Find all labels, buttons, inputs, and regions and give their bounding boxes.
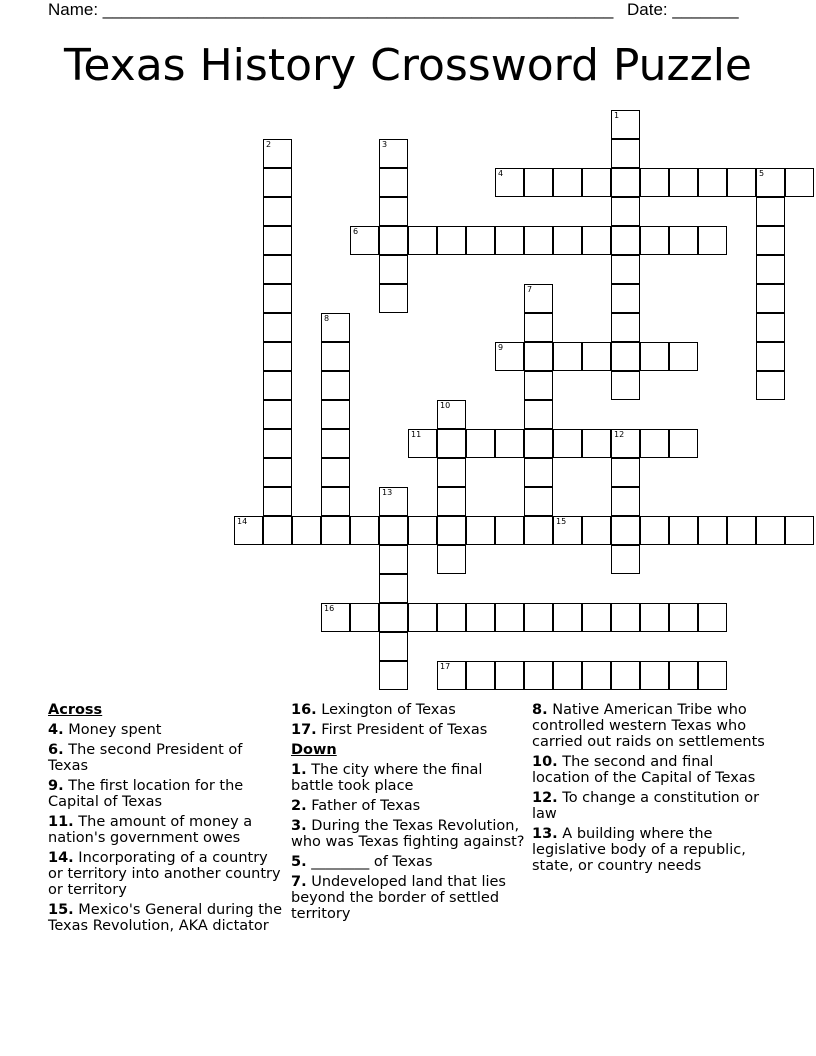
cell-number: 17 — [440, 662, 451, 671]
grid-cell[interactable] — [582, 226, 611, 255]
clue-number: 16. — [291, 702, 317, 718]
cell-number: 4 — [498, 169, 504, 178]
grid-cell[interactable] — [524, 226, 553, 255]
grid-cell[interactable] — [524, 400, 553, 429]
clue — [291, 798, 527, 814]
grid-cell[interactable] — [611, 661, 640, 690]
grid-cell[interactable] — [495, 661, 524, 690]
grid-cell[interactable] — [669, 516, 698, 545]
clue-text: Mexico's General during the Texas Revolution, AKA dictator — [48, 902, 283, 934]
cell-number: 1 — [614, 111, 620, 120]
grid-cell[interactable] — [611, 168, 640, 197]
grid-cell[interactable] — [379, 255, 408, 284]
clue-text: The second and final location of the Capital of Texas — [532, 754, 756, 786]
grid-cell[interactable] — [553, 661, 582, 690]
grid-cell[interactable] — [379, 139, 408, 168]
grid-cell[interactable] — [611, 313, 640, 342]
grid-cell[interactable] — [524, 603, 553, 632]
grid-cell[interactable] — [263, 342, 292, 371]
grid-cell[interactable] — [408, 603, 437, 632]
grid-cell[interactable] — [611, 516, 640, 545]
grid-cell[interactable] — [379, 197, 408, 226]
grid-cell[interactable] — [495, 226, 524, 255]
grid-cell[interactable] — [321, 342, 350, 371]
cell-number: 5 — [759, 169, 765, 178]
grid-cell[interactable] — [524, 313, 553, 342]
grid-cell[interactable] — [263, 429, 292, 458]
clues-column-2 — [291, 702, 527, 926]
clue-text: To change a constitution or law — [532, 790, 760, 822]
grid-cell[interactable] — [785, 516, 814, 545]
grid-cell[interactable] — [640, 226, 669, 255]
grid-cell[interactable] — [408, 226, 437, 255]
grid-cell[interactable] — [524, 516, 553, 545]
clues-column-1 — [48, 702, 284, 938]
grid-cell[interactable] — [466, 226, 495, 255]
clue-text: Money spent — [63, 722, 162, 738]
grid-cell[interactable] — [611, 342, 640, 371]
cell-number: 10 — [440, 401, 451, 410]
clue — [291, 702, 527, 718]
grid-cell[interactable] — [321, 487, 350, 516]
grid-cell[interactable] — [321, 603, 350, 632]
grid-cell[interactable] — [379, 516, 408, 545]
grid-cell[interactable] — [669, 168, 698, 197]
grid-cell[interactable] — [234, 516, 263, 545]
clue — [532, 754, 768, 786]
grid-cell[interactable] — [350, 226, 379, 255]
clue — [532, 790, 768, 822]
grid-cell[interactable] — [669, 342, 698, 371]
grid-cell[interactable] — [495, 516, 524, 545]
grid-cell[interactable] — [698, 168, 727, 197]
grid-cell[interactable] — [408, 516, 437, 545]
grid-cell[interactable] — [524, 458, 553, 487]
grid-cell[interactable] — [582, 516, 611, 545]
grid-cell[interactable] — [524, 284, 553, 313]
grid-cell[interactable] — [263, 371, 292, 400]
clue — [291, 874, 527, 922]
grid-cell[interactable] — [263, 255, 292, 284]
grid-cell[interactable] — [263, 400, 292, 429]
grid-cell[interactable] — [263, 197, 292, 226]
grid-cell[interactable] — [611, 226, 640, 255]
clue — [48, 778, 284, 810]
clue-number: 10. — [532, 754, 558, 770]
clue-text: Native American Tribe who controlled western Texas who carried out raids on settlements — [532, 702, 765, 750]
grid-cell[interactable] — [669, 429, 698, 458]
clue-text: First President of Texas — [316, 722, 488, 738]
grid-cell[interactable] — [553, 429, 582, 458]
grid-cell[interactable] — [640, 168, 669, 197]
clue — [532, 826, 768, 874]
grid-cell[interactable] — [524, 371, 553, 400]
grid-cell[interactable] — [611, 487, 640, 516]
grid-cell[interactable] — [611, 284, 640, 313]
grid-cell[interactable] — [582, 342, 611, 371]
grid-cell[interactable] — [524, 487, 553, 516]
cell-number: 15 — [556, 517, 567, 526]
grid-cell[interactable] — [524, 168, 553, 197]
grid-cell[interactable] — [321, 516, 350, 545]
grid-cell[interactable] — [669, 661, 698, 690]
cell-number: 6 — [353, 227, 359, 236]
grid-cell[interactable] — [350, 603, 379, 632]
grid-cell[interactable] — [495, 168, 524, 197]
grid-cell[interactable] — [437, 226, 466, 255]
grid-cell[interactable] — [292, 516, 321, 545]
cell-number: 13 — [382, 488, 393, 497]
grid-cell[interactable] — [379, 603, 408, 632]
grid-cell[interactable] — [379, 545, 408, 574]
grid-cell[interactable] — [263, 284, 292, 313]
grid-cell[interactable] — [698, 516, 727, 545]
clue — [48, 902, 284, 934]
grid-cell[interactable] — [379, 284, 408, 313]
grid-cell[interactable] — [379, 487, 408, 516]
grid-cell[interactable] — [611, 545, 640, 574]
clue-number: 17. — [291, 722, 317, 738]
grid-cell[interactable] — [698, 661, 727, 690]
grid-cell[interactable] — [437, 400, 466, 429]
clue-text: Lexington of Texas — [316, 702, 456, 718]
grid-cell[interactable] — [756, 342, 785, 371]
grid-cell[interactable] — [437, 661, 466, 690]
page-title: Texas History Crossword Puzzle — [63, 40, 752, 91]
name-field: Name: ______________________________________________________ — [48, 0, 614, 19]
cell-number: 12 — [614, 430, 625, 439]
cell-number: 9 — [498, 343, 504, 352]
grid-cell[interactable] — [263, 487, 292, 516]
grid-cell[interactable] — [379, 661, 408, 690]
grid-cell[interactable] — [524, 429, 553, 458]
grid-cell[interactable] — [640, 516, 669, 545]
grid-cell[interactable] — [698, 226, 727, 255]
grid-cell[interactable] — [495, 342, 524, 371]
clue-text: Undeveloped land that lies beyond the border of settled territory — [291, 874, 506, 922]
grid-cell[interactable] — [669, 603, 698, 632]
grid-cell[interactable] — [321, 371, 350, 400]
grid-cell[interactable] — [611, 110, 640, 139]
grid-cell[interactable] — [582, 168, 611, 197]
cell-number: 11 — [411, 430, 422, 439]
grid-cell[interactable] — [495, 429, 524, 458]
clue-number: 6. — [48, 742, 64, 758]
clue-number: 14. — [48, 850, 74, 866]
clue-number: 5. — [291, 854, 307, 870]
clue-number: 11. — [48, 814, 74, 830]
grid-cell[interactable] — [756, 516, 785, 545]
grid-cell[interactable] — [756, 226, 785, 255]
grid-cell[interactable] — [466, 516, 495, 545]
cell-number: 3 — [382, 140, 388, 149]
grid-cell[interactable] — [321, 400, 350, 429]
clue-text: A building where the legislative body of a republic, state, or country needs — [532, 826, 746, 874]
grid-cell[interactable] — [437, 429, 466, 458]
grid-cell[interactable] — [611, 371, 640, 400]
grid-cell[interactable] — [756, 284, 785, 313]
grid-cell[interactable] — [553, 342, 582, 371]
grid-cell[interactable] — [640, 342, 669, 371]
grid-cell[interactable] — [379, 632, 408, 661]
clue — [291, 722, 527, 738]
grid-cell[interactable] — [437, 516, 466, 545]
cell-number: 14 — [237, 517, 248, 526]
grid-cell[interactable] — [466, 603, 495, 632]
grid-cell[interactable] — [611, 458, 640, 487]
clue-text: The first location for the Capital of Texas — [48, 778, 244, 810]
clue-text: The amount of money a nation's government owes — [48, 814, 253, 846]
grid-cell[interactable] — [611, 429, 640, 458]
grid-cell[interactable] — [379, 168, 408, 197]
grid-cell[interactable] — [263, 516, 292, 545]
clue-text: Incorporating of a country or territory into another country or territory — [48, 850, 281, 898]
grid-cell[interactable] — [553, 516, 582, 545]
grid-cell[interactable] — [785, 168, 814, 197]
clue — [48, 742, 284, 774]
cell-number: 8 — [324, 314, 330, 323]
clue — [48, 814, 284, 846]
grid-cell[interactable] — [611, 603, 640, 632]
clue-number: 4. — [48, 722, 64, 738]
clue-text: The second President of Texas — [48, 742, 243, 774]
grid-cell[interactable] — [379, 226, 408, 255]
grid-cell[interactable] — [437, 458, 466, 487]
clue — [291, 818, 527, 850]
grid-cell[interactable] — [263, 458, 292, 487]
grid-cell[interactable] — [582, 603, 611, 632]
grid-cell[interactable] — [727, 516, 756, 545]
grid-cell[interactable] — [466, 661, 495, 690]
grid-cell[interactable] — [756, 168, 785, 197]
grid-cell[interactable] — [698, 603, 727, 632]
clue-number: 1. — [291, 762, 307, 778]
grid-cell[interactable] — [263, 226, 292, 255]
clue-number: 2. — [291, 798, 307, 814]
clue-number: 12. — [532, 790, 558, 806]
grid-cell[interactable] — [408, 429, 437, 458]
grid-cell[interactable] — [321, 313, 350, 342]
grid-cell[interactable] — [553, 168, 582, 197]
grid-cell[interactable] — [669, 226, 698, 255]
cell-number: 7 — [527, 285, 533, 294]
clue-text: ________ of Texas — [306, 854, 433, 870]
across-heading: Across — [48, 702, 103, 718]
grid-cell[interactable] — [524, 661, 553, 690]
grid-cell[interactable] — [524, 342, 553, 371]
grid-cell[interactable] — [437, 487, 466, 516]
grid-cell[interactable] — [611, 139, 640, 168]
down-heading: Down — [291, 742, 337, 758]
clue-number: 9. — [48, 778, 64, 794]
grid-cell[interactable] — [437, 603, 466, 632]
grid-cell[interactable] — [756, 197, 785, 226]
grid-cell[interactable] — [582, 429, 611, 458]
grid-cell[interactable] — [263, 168, 292, 197]
grid-cell[interactable] — [756, 255, 785, 284]
clue-number: 15. — [48, 902, 74, 918]
grid-cell[interactable] — [640, 603, 669, 632]
grid-cell[interactable] — [640, 429, 669, 458]
grid-cell[interactable] — [263, 313, 292, 342]
grid-cell[interactable] — [553, 603, 582, 632]
grid-cell[interactable] — [611, 197, 640, 226]
grid-cell[interactable] — [611, 255, 640, 284]
grid-cell[interactable] — [321, 429, 350, 458]
clue — [48, 850, 284, 898]
cell-number: 2 — [266, 140, 272, 149]
clue — [48, 722, 284, 738]
clue-number: 3. — [291, 818, 307, 834]
grid-cell[interactable] — [437, 545, 466, 574]
grid-cell[interactable] — [263, 139, 292, 168]
clue — [291, 854, 527, 870]
grid-cell[interactable] — [350, 516, 379, 545]
grid-cell[interactable] — [466, 429, 495, 458]
cell-number: 16 — [324, 604, 335, 613]
grid-cell[interactable] — [379, 574, 408, 603]
grid-cell[interactable] — [756, 313, 785, 342]
grid-cell[interactable] — [553, 226, 582, 255]
clues-column-3 — [532, 702, 768, 878]
grid-cell[interactable] — [582, 661, 611, 690]
clue-number: 7. — [291, 874, 307, 890]
clue-text: During the Texas Revolution, who was Texas fighting against? — [291, 818, 525, 850]
clue-number: 13. — [532, 826, 558, 842]
grid-cell[interactable] — [756, 371, 785, 400]
grid-cell[interactable] — [495, 603, 524, 632]
clue — [532, 702, 768, 750]
clue-text: Father of Texas — [306, 798, 421, 814]
clue-text: The city where the final battle took place — [291, 762, 483, 794]
clue-number: 8. — [532, 702, 548, 718]
grid-cell[interactable] — [640, 661, 669, 690]
grid-cell[interactable] — [321, 458, 350, 487]
grid-cell[interactable] — [727, 168, 756, 197]
date-field: Date: _______ — [627, 0, 739, 19]
clue — [291, 762, 527, 794]
